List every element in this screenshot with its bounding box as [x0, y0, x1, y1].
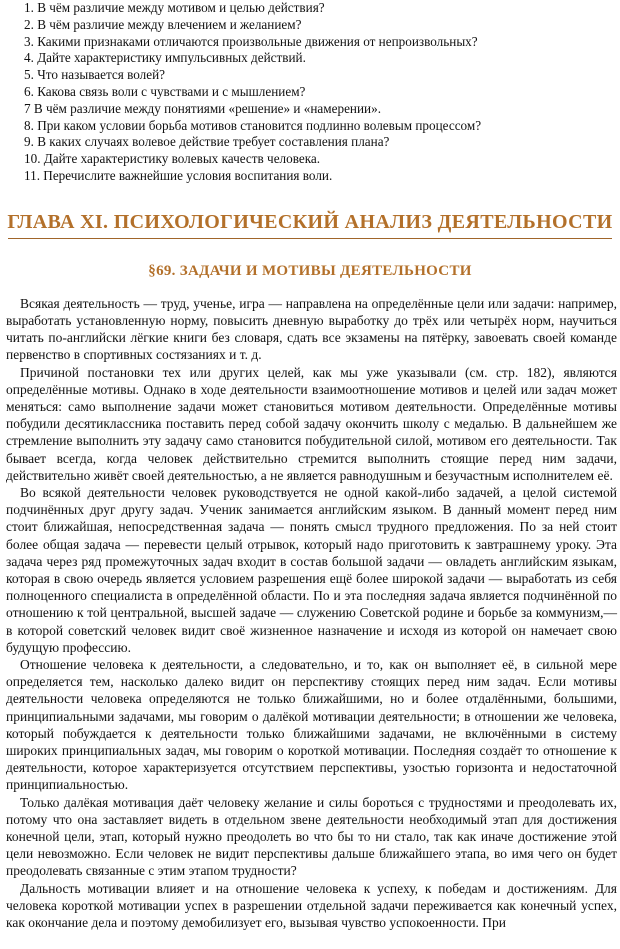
list-item: 1. В чём различие между мотивом и целью действия? — [24, 0, 325, 15]
list-item: 5. Что называется волей? — [24, 67, 166, 83]
list-item: 4. Дайте характеристику импульсивных действий. — [24, 50, 306, 66]
paragraph: Всякая деятельность — труд, ученье, игра — направлена на определённые цели или задачи: например, выработать установленную норму, повысить дневную выработку до трёх или четырёх норм, научиться читать по-английски лёгкие книги без словаря, сдать все экзамены на пятёрку, завоевать своей команде первенство в спортивных состязаниях и т. д. — [6, 295, 617, 363]
section-body — [0, 295, 620, 932]
paragraph: Причиной постановки тех или других целей, как мы уже указывали (см. стр. 182), являются определённые мотивы. Однако в ходе деятельности взаимоотношение мотивов и целей или задач может меняться: само выполнение задачи может становиться мотивом деятельности. Определённые мотивы побудили десятиклассника поставить перед собой задачу окончить школу с медалью. В дальнейшем же стремление выполнить эту задачу само становится побудительной силой, мотивом его деятельности. Так бывает всегда, когда человек действительно стремится выполнить стоящие перед ним задачи, действительно живёт своей деятельностью, а не является равнодушным и безучастным исполнителем её. — [6, 364, 617, 483]
paragraph: Дальность мотивации влияет и на отношение человека к успеху, к победам и достижениям. Для человека короткой мотивации успех в разрешении отдельной задачи переживается как конечный успех, как окончание дела и поэтому демобилизует его, вызывая чувство успокоенности. При — [6, 880, 617, 931]
chapter-title: ГЛАВА XI. ПСИХОЛОГИЧЕСКИЙ АНАЛИЗ ДЕЯТЕЛЬНОСТИ — [7, 210, 613, 233]
list-item: 6. Какова связь воли с чувствами и с мышлением? — [24, 83, 306, 99]
list-item: 3. Какими признаками отличаются произвольные движения от непроизвольных? — [24, 33, 478, 49]
paragraph: Отношение человека к деятельности, а следовательно, и то, как он выполняет её, в сильной мере определяется тем, насколько далеко видит он перспективу стоящих перед ним задач. Если мотивы деятельности человека определяются не только ближайшими, но и более отдалёнными, большими, принципиальными задачами, мы говорим о далёкой мотивации деятельности; в отношении же человека, который побуждается к деятельности только ближайшими задачами, не включёнными в систему широких принципиальных задач, мы говорим о короткой мотивации. Последняя создаёт то отношение к деятельности, которое характеризуется отсутствием перспективы, узостью горизонта и недостаточной принципиальностью. — [6, 657, 617, 793]
chapter-divider — [8, 238, 612, 239]
paragraph: Во всякой деятельности человек руководствуется не одной какой-либо задачей, а целой системой подчинённых друг другу задач. Ученик занимается английским языком. В данный момент перед ним стоит ближайшая, непосредственная задача — понять смысл трудного предложения. По за ней стоит более общая задача — перевести целый отрывок, который надо приготовить к завтрашнему уроку. Эта задача через ряд промежуточных задач входит в состав большой задачи — овладеть английским языкам, которая в свою очередь является условием разрешения ещё более широкой задачи — выработать из себя полноценного специалиста в определённой области. По и эта последняя задача является подчинённой по отношению к той центральной, высшей задаче — служению Советской родине и борьбе за коммунизм,— в которой советский человек видит своё жизненное назначение и исходя из которой он намечает свою будущую профессию. — [6, 485, 617, 655]
list-item: 9. В каких случаях волевое действие требует составления плана? — [24, 134, 390, 150]
list-item: 10. Дайте характеристику волевых качеств человека. — [24, 151, 321, 167]
list-item: 8. При каком условии борьба мотивов становится подлинно волевым процессом? — [24, 117, 482, 133]
review-questions-list — [0, 0, 620, 185]
list-item: 11. Перечислите важнейшие условия воспитания воли. — [24, 167, 333, 183]
list-item: 2. В чём различие между влечением и желанием? — [24, 16, 302, 32]
paragraph: Только далёкая мотивация даёт человеку желание и силы бороться с трудностями и преодолевать их, потому что она заставляет видеть в отдельном звене деятельности необходимый этап для достижения конечной цели, этап, который нужно преодолеть во что бы то ни стало, так как иначе достижение этой цели невозможно. Если человек не видит перспективы дальше ближайшего этапа, во имя чего он будет преодолевать связанные с этим этапом трудности? — [6, 794, 617, 879]
list-item: 7 В чём различие между понятиями «решение» и «намерении». — [24, 100, 381, 116]
section-title: §69. ЗАДАЧИ И МОТИВЫ ДЕЯТЕЛЬНОСТИ — [148, 262, 472, 279]
